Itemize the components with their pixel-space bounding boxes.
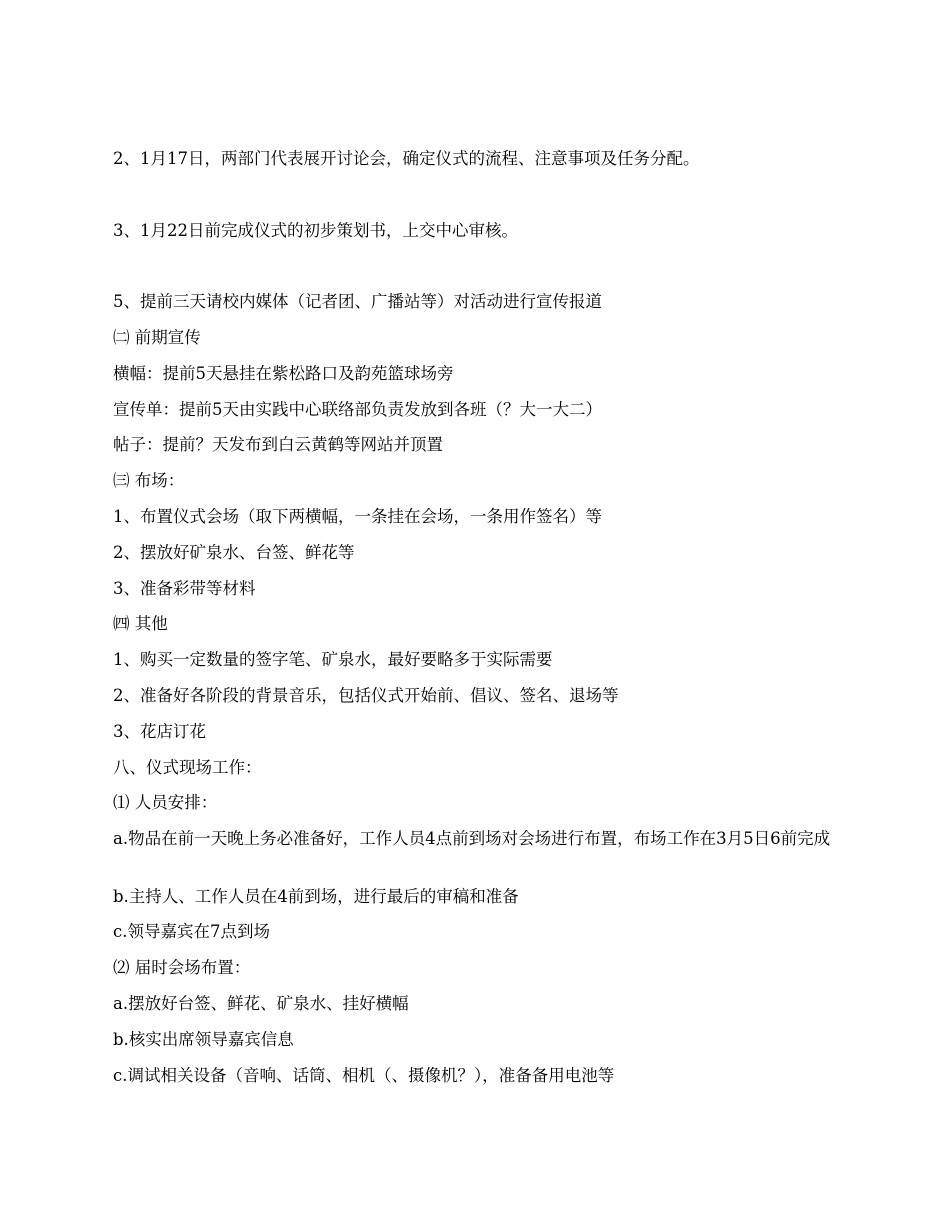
paragraph-flyer: 宣传单：提前5天由实践中心联络部负责发放到各班（？大一大二） [113,400,602,419]
paragraph-step-2: 2、1月17日，两部门代表展开讨论会，确定仪式的流程、注意事项及任务分配。 [113,149,700,168]
heading-pre-publicity: ㈡ 前期宣传 [113,328,201,347]
heading-other: ㈣ 其他 [113,614,168,633]
paragraph-step-5: 5、提前三天请校内媒体（记者团、广播站等）对活动进行宣传报道 [113,292,602,311]
paragraph-staffing-b: b.主持人、工作人员在4前到场，进行最后的审稿和准备 [113,887,519,906]
paragraph-arrangement-b: b.核实出席领导嘉宾信息 [113,1030,294,1049]
paragraph-staffing-c: c.领导嘉宾在7点到场 [113,922,270,941]
paragraph-arrangement-c: c.调试相关设备（音响、话筒、相机（、摄像机？），准备备用电池等 [113,1066,615,1085]
heading-venue-setup: ㈢ 布场： [113,471,185,490]
heading-venue-arrangement: ⑵ 届时会场布置： [113,958,251,977]
paragraph-other-1: 1、购买一定数量的签字笔、矿泉水，最好要略多于实际需要 [113,650,553,669]
paragraph-banner: 横幅：提前5天悬挂在紫松路口及韵苑篮球场旁 [113,364,454,383]
heading-onsite-work: 八、仪式现场工作： [113,758,262,777]
paragraph-setup-1: 1、布置仪式会场（取下两横幅，一条挂在会场，一条用作签名）等 [113,507,602,526]
paragraph-post: 帖子：提前？天发布到白云黄鹤等网站并顶置 [113,435,443,454]
paragraph-step-3: 3、1月22日前完成仪式的初步策划书，上交中心审核。 [113,221,518,240]
paragraph-staffing-a: a.物品在前一天晚上务必准备好，工作人员4点前到场对会场进行布置，布场工作在3月5日6前完成 [113,829,831,848]
paragraph-other-2: 2、准备好各阶段的背景音乐，包括仪式开始前、倡议、签名、退场等 [113,686,619,705]
paragraph-other-3: 3、花店订花 [113,722,206,741]
paragraph-setup-2: 2、摆放好矿泉水、台签、鲜花等 [113,543,355,562]
paragraph-setup-3: 3、准备彩带等材料 [113,579,256,598]
heading-staffing: ⑴ 人员安排： [113,793,218,812]
paragraph-arrangement-a: a.摆放好台签、鲜花、矿泉水、挂好横幅 [113,994,409,1013]
